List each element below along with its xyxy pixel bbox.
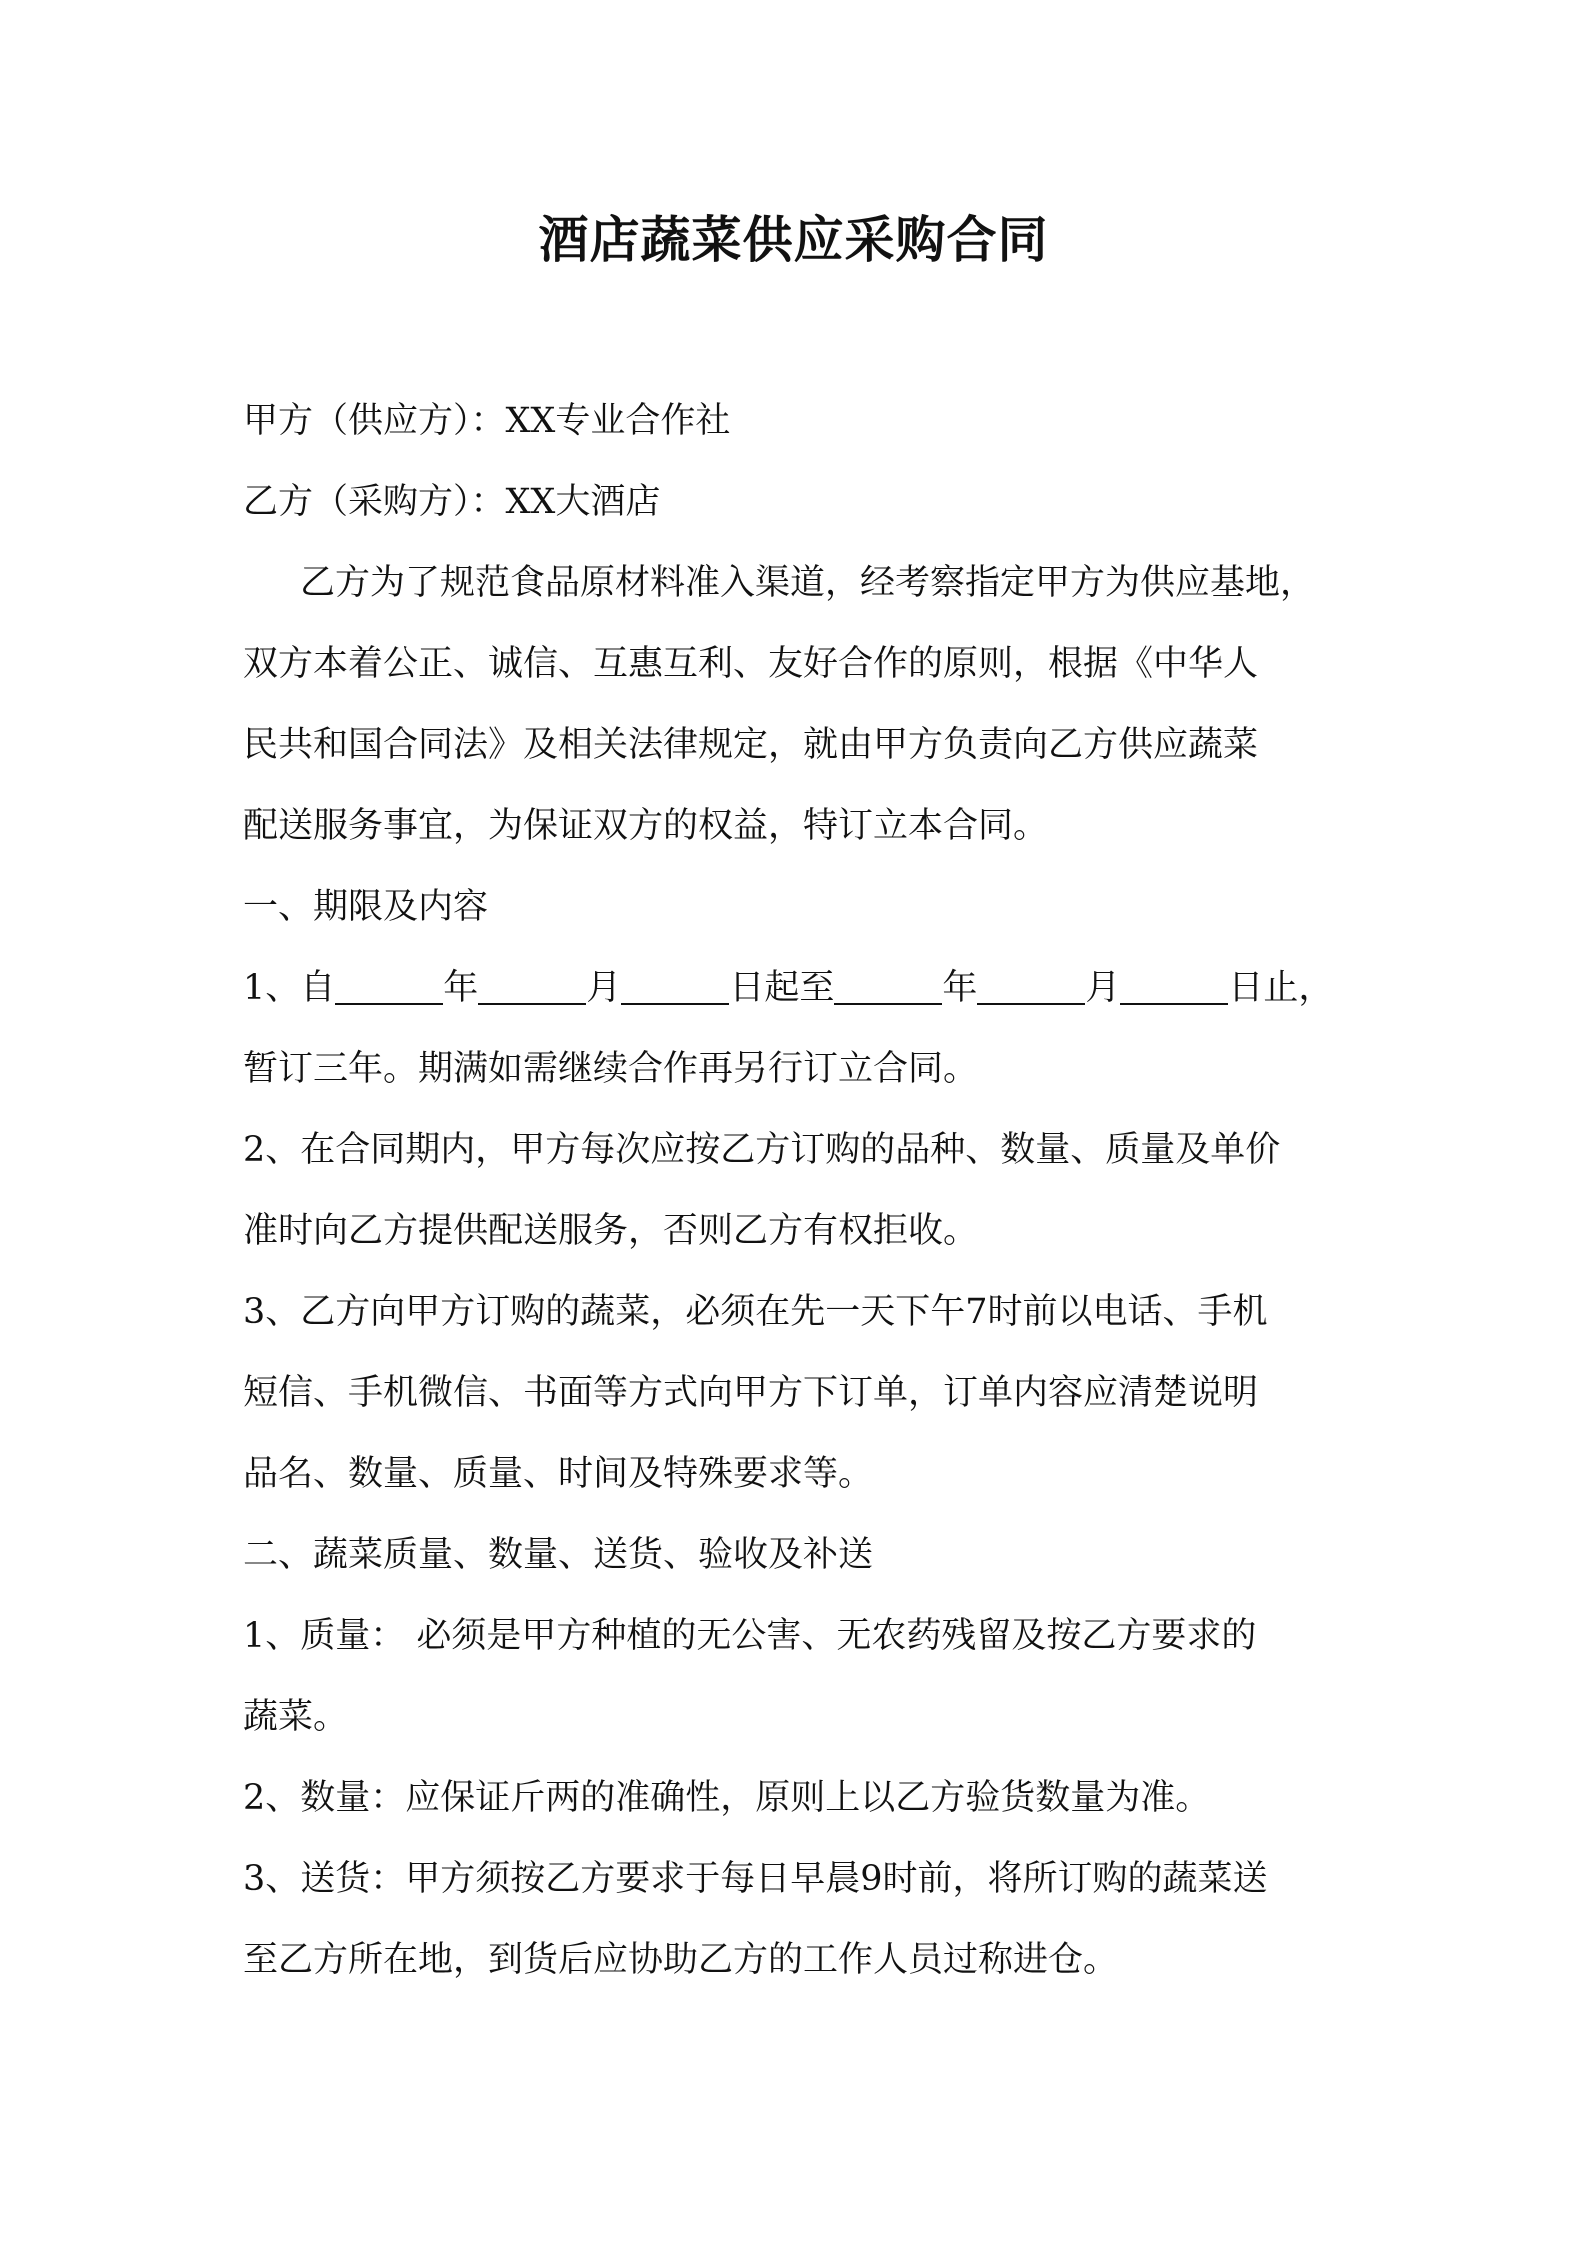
s1-item3-line-3: 品名、数量、质量、时间及特殊要求等。	[243, 1454, 874, 1494]
blank-start-month	[478, 965, 586, 1005]
preamble-line-3: 民共和国合同法》及相关法律规定，就由甲方负责向乙方供应蔬菜	[243, 725, 1259, 765]
preamble-line-2: 双方本着公正、诚信、互惠互利、友好合作的原则，根据《中华人	[243, 644, 1259, 684]
s1-item2-line-1: 2、在合同期内，甲方每次应按乙方订购的品种、数量、质量及单价	[243, 1130, 1281, 1170]
term-line	[243, 963, 1333, 1013]
term-year-1: 年	[443, 968, 479, 1008]
s1-item3-line-1: 3、乙方向甲方订购的蔬菜，必须在先一天下午7时前以电话、手机	[243, 1292, 1268, 1332]
document-title: 酒店蔬菜供应采购合同	[538, 211, 1049, 269]
blank-start-year	[335, 965, 443, 1005]
s2-item3-line-2: 至乙方所在地，到货后应协助乙方的工作人员过称进仓。	[243, 1940, 1119, 1980]
blank-end-month	[977, 965, 1085, 1005]
preamble-line-4: 配送服务事宜，为保证双方的权益，特订立本合同。	[243, 806, 1049, 846]
preamble-line-1: 乙方为了规范食品原材料准入渠道，经考察指定甲方为供应基地，	[300, 563, 1316, 603]
party-b-line: 乙方（采购方）：XX大酒店	[243, 482, 661, 522]
term-continuation: 暂订三年。期满如需继续合作再另行订立合同。	[243, 1049, 979, 1089]
s2-item3-line-1: 3、送货：甲方须按乙方要求于每日早晨9时前，将所订购的蔬菜送	[243, 1859, 1268, 1899]
term-year-2: 年	[942, 968, 978, 1008]
term-month-1: 月	[586, 968, 622, 1008]
s2-item1-line-1: 1、质量： 必须是甲方种植的无公害、无农药残留及按乙方要求的	[243, 1616, 1257, 1656]
s1-item2-line-2: 准时向乙方提供配送服务，否则乙方有权拒收。	[243, 1211, 979, 1251]
party-a-line: 甲方（供应方）：XX专业合作社	[243, 401, 731, 441]
term-prefix: 1、自	[243, 968, 336, 1008]
term-month-2: 月	[1085, 968, 1121, 1008]
term-day-1: 日起至	[729, 968, 835, 1008]
blank-end-day	[1120, 965, 1228, 1005]
blank-start-day	[621, 965, 729, 1005]
term-day-2: 日止，	[1228, 968, 1334, 1008]
section-1-heading: 一、期限及内容	[243, 887, 489, 927]
s1-item3-line-2: 短信、手机微信、书面等方式向甲方下订单，订单内容应清楚说明	[243, 1373, 1259, 1413]
section-2-heading: 二、蔬菜质量、数量、送货、验收及补送	[243, 1535, 874, 1575]
s2-item2-line: 2、数量：应保证斤两的准确性，原则上以乙方验货数量为准。	[243, 1778, 1211, 1818]
s2-item1-line-2: 蔬菜。	[243, 1697, 349, 1737]
blank-end-year	[834, 965, 942, 1005]
